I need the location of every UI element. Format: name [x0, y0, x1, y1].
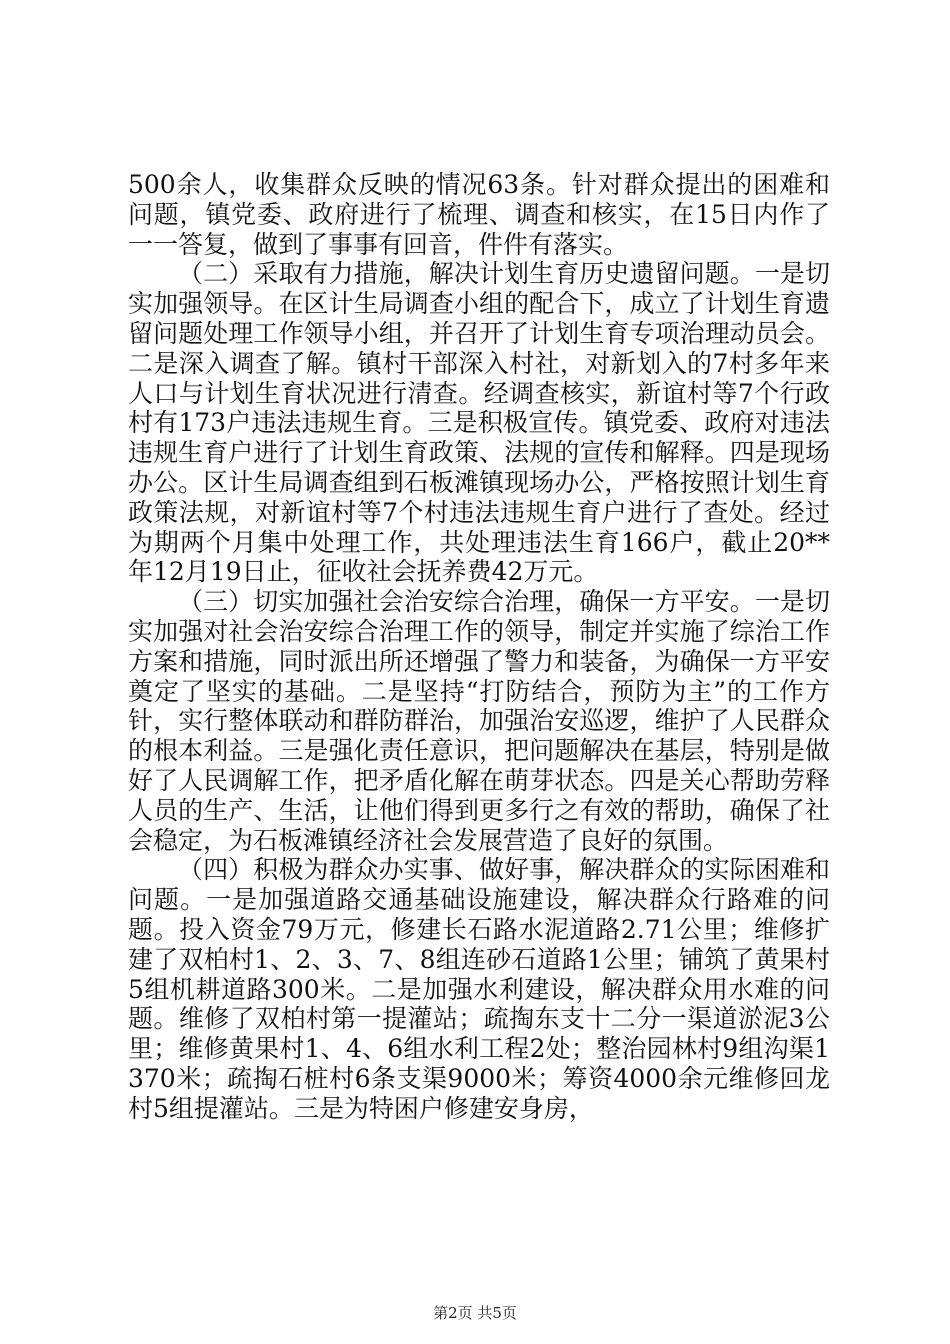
paragraph-practical-affairs: （四）积极为群众办实事、做好事，解决群众的实际困难和问题。一是加强道路交通基础设施建设，解决群众行路难的问题。投入资金79万元，修建长石路水泥道路2.71公里；维修扩建了双柏村1、2、3、7、8组连砂石道路1公里；铺筑了黄果村5组机耕道路300米。二是加强水利建设，解决群众用水难的问题。维修了双柏村第一提灌站；疏掏东支十二分一渠道淤泥3公里；维修黄果村1、4、6组水利工程2处；整治园林村9组沟渠1370米；疏掏石桩村6条支渠9000米；筹资4000余元维修回龙村5组提灌站。三是为特困户修建安身房， — [128, 855, 830, 1123]
paragraph-family-planning: （二）采取有力措施，解决计划生育历史遗留问题。一是切实加强领导。在区计生局调查小组的配合下，成立了计划生育遗留问题处理工作领导小组，并召开了计划生育专项治理动员会。二是深入调查了解。镇村干部深入村社，对新划入的7村多年来人口与计划生育状况进行清查。经调查核实，新谊村等7个行政村有173户违法违规生育。三是积极宣传。镇党委、政府对违法违规生育户进行了计划生育政策、法规的宣传和解释。四是现场办公。区计生局调查组到石板滩镇现场办公，严格按照计划生育政策法规，对新谊村等7个村违法违规生育户进行了查处。经过为期两个月集中处理工作，共处理违法生育166户，截止20**年12月19日止，征收社会抚养费42万元。 — [128, 259, 830, 587]
paragraph-public-security: （三）切实加强社会治安综合治理，确保一方平安。一是切实加强对社会治安综合治理工作的领导，制定并实施了综治工作方案和措施，同时派出所还增强了警力和装备，为确保一方平安奠定了坚实的基础。二是坚持“打防结合，预防为主”的工作方针，实行整体联动和群防群治，加强治安巡逻，维护了人民群众的根本利益。三是强化责任意识，把问题解决在基层，特别是做好了人民调解工作，把矛盾化解在萌芽状态。四是关心帮助劳释人员的生产、生活，让他们得到更多行之有效的帮助，确保了社会稳定，为石板滩镇经济社会发展营造了良好的氛围。 — [128, 587, 830, 855]
document-body — [128, 170, 830, 1124]
paragraph-continuation: 500余人，收集群众反映的情况63条。针对群众提出的困难和问题，镇党委、政府进行了梳理、调查和核实，在15日内作了一一答复，做到了事事有回音，件件有落实。 — [128, 170, 830, 259]
page-number-footer: 第2页 共5页 — [433, 1304, 517, 1322]
